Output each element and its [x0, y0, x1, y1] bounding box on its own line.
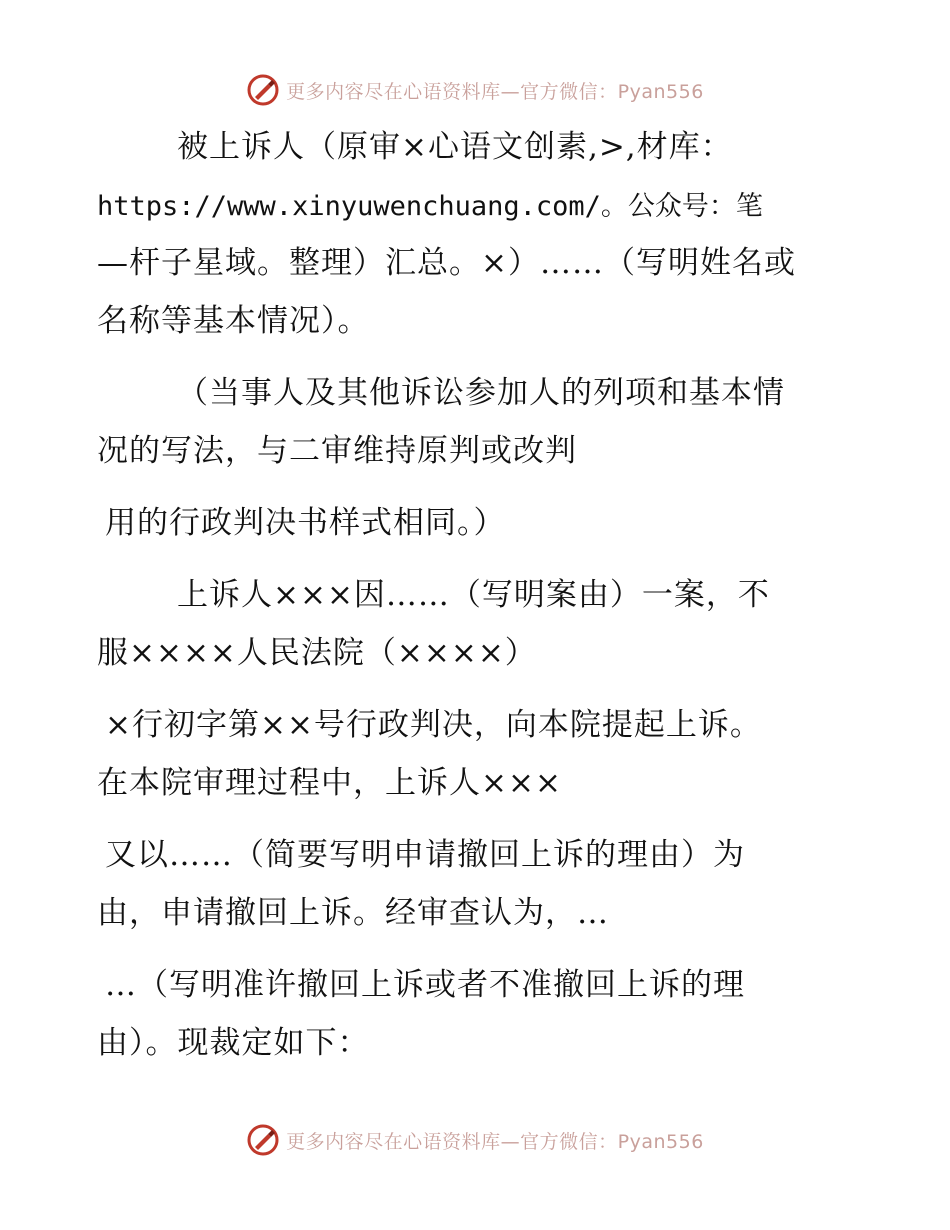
text-line: 用的行政判决书样式相同。）: [105, 505, 506, 541]
text-line: 上诉人×××因……（写明案由）一案，不: [177, 577, 770, 613]
text-line: 由，申请撤回上诉。经审查认为，…: [97, 895, 609, 931]
banner-text: 更多内容尽在心语资料库—官方微信：Pyan556: [286, 1130, 704, 1153]
url-text: https://www.xinyuwenchuang.com/。公众号：笔: [97, 191, 763, 222]
pen-circle-logo-icon: [246, 73, 280, 107]
text-line: [97, 176, 857, 234]
text-line: （当事人及其他诉讼参加人的列项和基本情: [177, 375, 785, 411]
paragraph-appeal: [97, 566, 857, 1072]
document-body: [97, 118, 857, 1072]
text-line: 名称等基本情况）。: [97, 303, 370, 339]
text-line: 被上诉人（原审×心语文创素,>,材库：: [177, 129, 733, 165]
text-line: 又以……（简要写明申请撤回上诉的理由）为: [105, 837, 745, 873]
text-line: 况的写法，与二审维持原判或改判: [97, 433, 577, 469]
text-line: 服××××人民法院（××××）: [97, 635, 537, 671]
text-line: —杆子星域。整理）汇总。×）……（写明姓名或: [97, 245, 796, 281]
banner-text: 更多内容尽在心语资料库—官方微信：Pyan556: [286, 80, 704, 103]
paragraph-note: [97, 364, 857, 552]
text-line: 由）。现裁定如下：: [97, 1025, 370, 1061]
paragraph-respondent: [97, 118, 857, 350]
pen-circle-logo-icon: [246, 1123, 280, 1157]
footer-banner: [0, 1120, 950, 1160]
header-banner: [0, 70, 950, 110]
text-line: ×行初字第××号行政判决，向本院提起上诉。: [105, 707, 762, 743]
text-line: …（写明准许撤回上诉或者不准撤回上诉的理: [105, 967, 745, 1003]
text-line: 在本院审理过程中，上诉人×××: [97, 765, 562, 801]
